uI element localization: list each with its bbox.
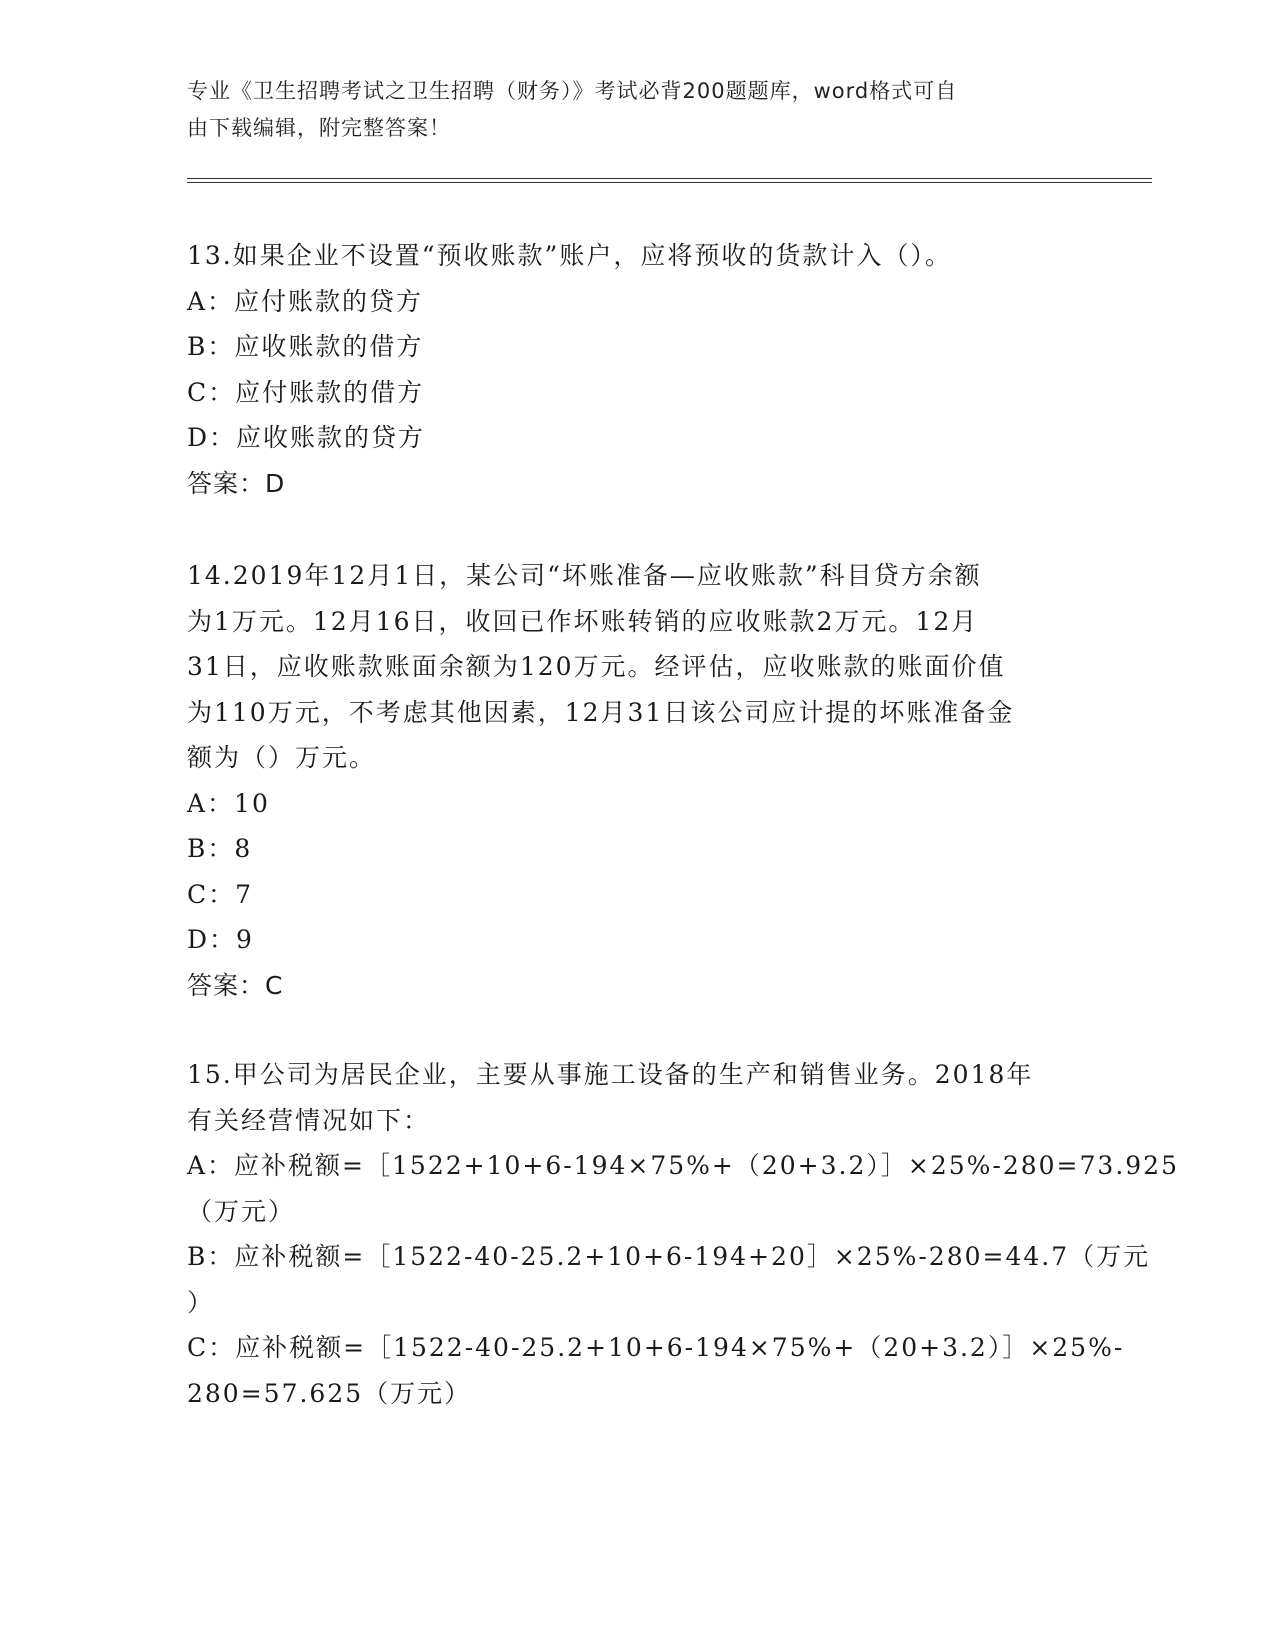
header-line-1: 专业《卫生招聘考试之卫生招聘（财务）》考试必背200题题库，word格式可自 xyxy=(187,79,958,103)
question-14 xyxy=(187,553,1147,1008)
question-text-line: 13.如果企业不设置“预收账款”账户，应将预收的货款计入（）。 xyxy=(187,241,952,270)
option-c-continued: 280=57.625（万元） xyxy=(187,1378,472,1408)
question-text-line: 14.2019年12月1日，某公司“坏账准备—应收账款”科目贷方余额 xyxy=(187,561,982,590)
option-b: B：应补税额=［1522-40-25.2+10+6-194+20］×25%-280=44.7（万元 xyxy=(187,1242,1151,1271)
option-c: C：应补税额=［1522-40-25.2+10+6-194×75%+（20+3.2）］×25%- xyxy=(187,1333,1125,1362)
document-header xyxy=(187,73,957,147)
answer-line: 答案：C xyxy=(187,970,284,1000)
question-text-line: 有关经营情况如下： xyxy=(187,1105,431,1135)
option-a: A：应补税额=［1522+10+6-194×75%+（20+3.2）］×25%-280=73.925 xyxy=(187,1151,1179,1180)
option-a-continued: （万元） xyxy=(187,1196,296,1226)
option-c: C：7 xyxy=(187,879,254,909)
header-divider xyxy=(187,178,1152,183)
answer-line: 答案：D xyxy=(187,468,286,498)
question-text-line: 15.甲公司为居民企业，主要从事施工设备的生产和销售业务。2018年 xyxy=(187,1060,1034,1089)
option-d: D：应收账款的贷方 xyxy=(187,423,426,452)
option-c: C：应付账款的借方 xyxy=(187,377,425,407)
question-15 xyxy=(187,1052,1179,1416)
option-a: A：10 xyxy=(187,788,270,818)
option-b: B：8 xyxy=(187,834,253,863)
question-text-line: 为110万元，不考虑其他因素，12月31日该公司应计提的坏账准备金 xyxy=(187,697,1015,727)
option-b-continued: ） xyxy=(187,1287,215,1317)
option-d: D：9 xyxy=(187,925,254,954)
option-b: B：应收账款的借方 xyxy=(187,332,424,361)
question-text-line: 为1万元。12月16日，收回已作坏账转销的应收账款2万元。12月 xyxy=(187,606,979,636)
header-line-2: 由下载编辑，附完整答案！ xyxy=(187,116,451,140)
option-a: A：应付账款的贷方 xyxy=(187,286,424,316)
question-text-line: 额为（）万元。 xyxy=(187,743,377,772)
question-13 xyxy=(187,233,1147,506)
question-text-line: 31日，应收账款账面余额为120万元。经评估，应收账款的账面价值 xyxy=(187,652,1006,681)
